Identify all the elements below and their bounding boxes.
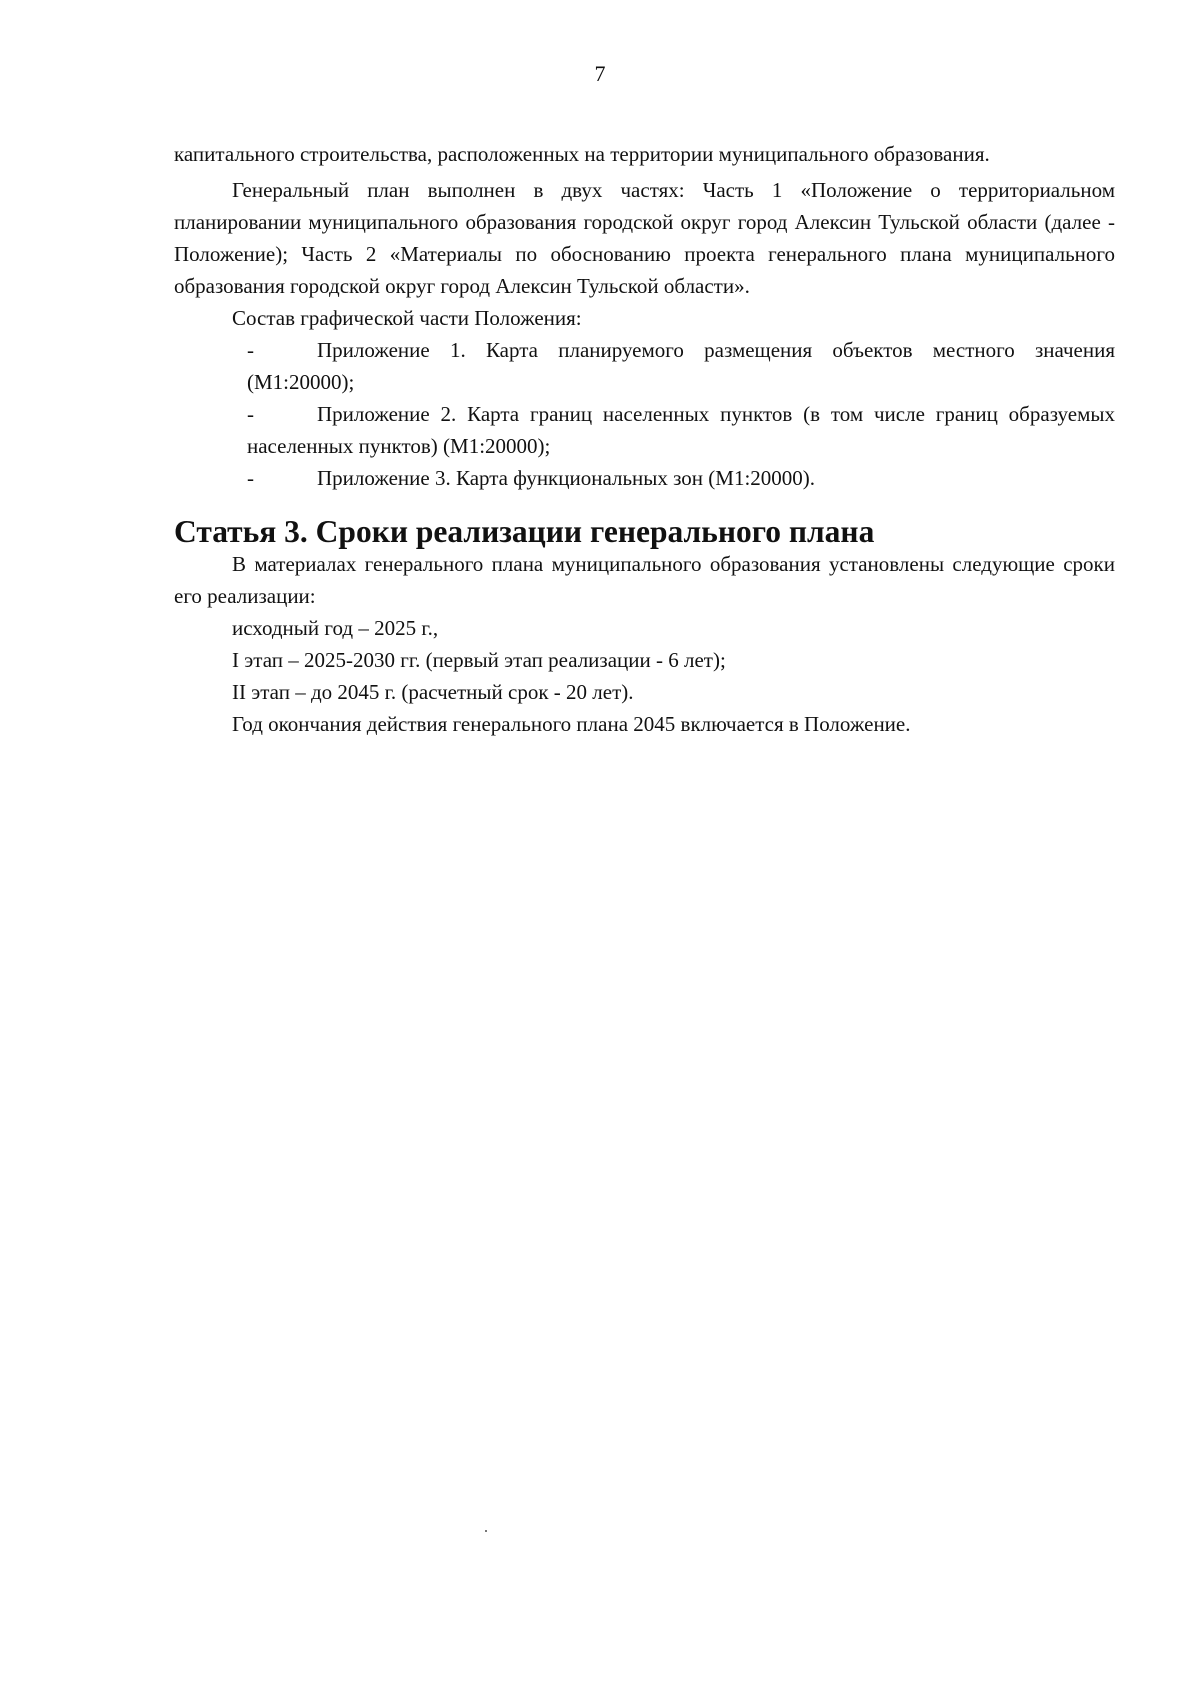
closing-line: Год окончания действия генерального плана 2045 включается в Положение. — [232, 712, 911, 736]
appendix-list — [174, 334, 1115, 494]
document-body — [174, 138, 1115, 740]
appendix-text: Приложение 3. Карта функциональных зон (М1:20000). — [317, 466, 816, 490]
appendix-text: Приложение 1. Карта планируемого размещения объектов местного значения (М1:20000); — [247, 338, 1115, 394]
plan-parts-paragraph: Генеральный план выполнен в двух частях: Часть 1 «Положение о территориальном планировании муниципального образования городской округ город Алексин Тульской области (далее - Положение); Часть 2 «Материалы по обоснованию проекта генерального плана муниципального образования городской округ город Алексин Тульской области». — [174, 178, 1115, 298]
stage-line: исходный год – 2025 г., — [232, 616, 439, 640]
continuation-paragraph: капитального строительства, расположенных на территории муниципального образования. — [174, 142, 990, 166]
list-dash: - — [247, 402, 254, 426]
list-item — [174, 462, 1115, 494]
list-item — [174, 398, 1115, 462]
scan-speck — [485, 1530, 487, 1532]
article-intro: В материалах генерального плана муниципального образования установлены следующие сроки его реализации: — [174, 552, 1115, 608]
appendix-text: Приложение 2. Карта границ населенных пунктов (в том числе границ образуемых населенных пунктов) (М1:20000); — [247, 402, 1115, 458]
stage-line: II этап – до 2045 г. (расчетный срок - 20 лет). — [232, 680, 634, 704]
page-number: 7 — [594, 61, 606, 86]
graphic-part-intro: Состав графической части Положения: — [232, 306, 582, 330]
stage-line: I этап – 2025-2030 гг. (первый этап реализации - 6 лет); — [232, 648, 726, 672]
list-dash: - — [247, 338, 254, 362]
list-item — [174, 334, 1115, 398]
article-heading: Статья 3. Сроки реализации генерального плана — [174, 514, 875, 549]
list-dash: - — [247, 466, 254, 490]
